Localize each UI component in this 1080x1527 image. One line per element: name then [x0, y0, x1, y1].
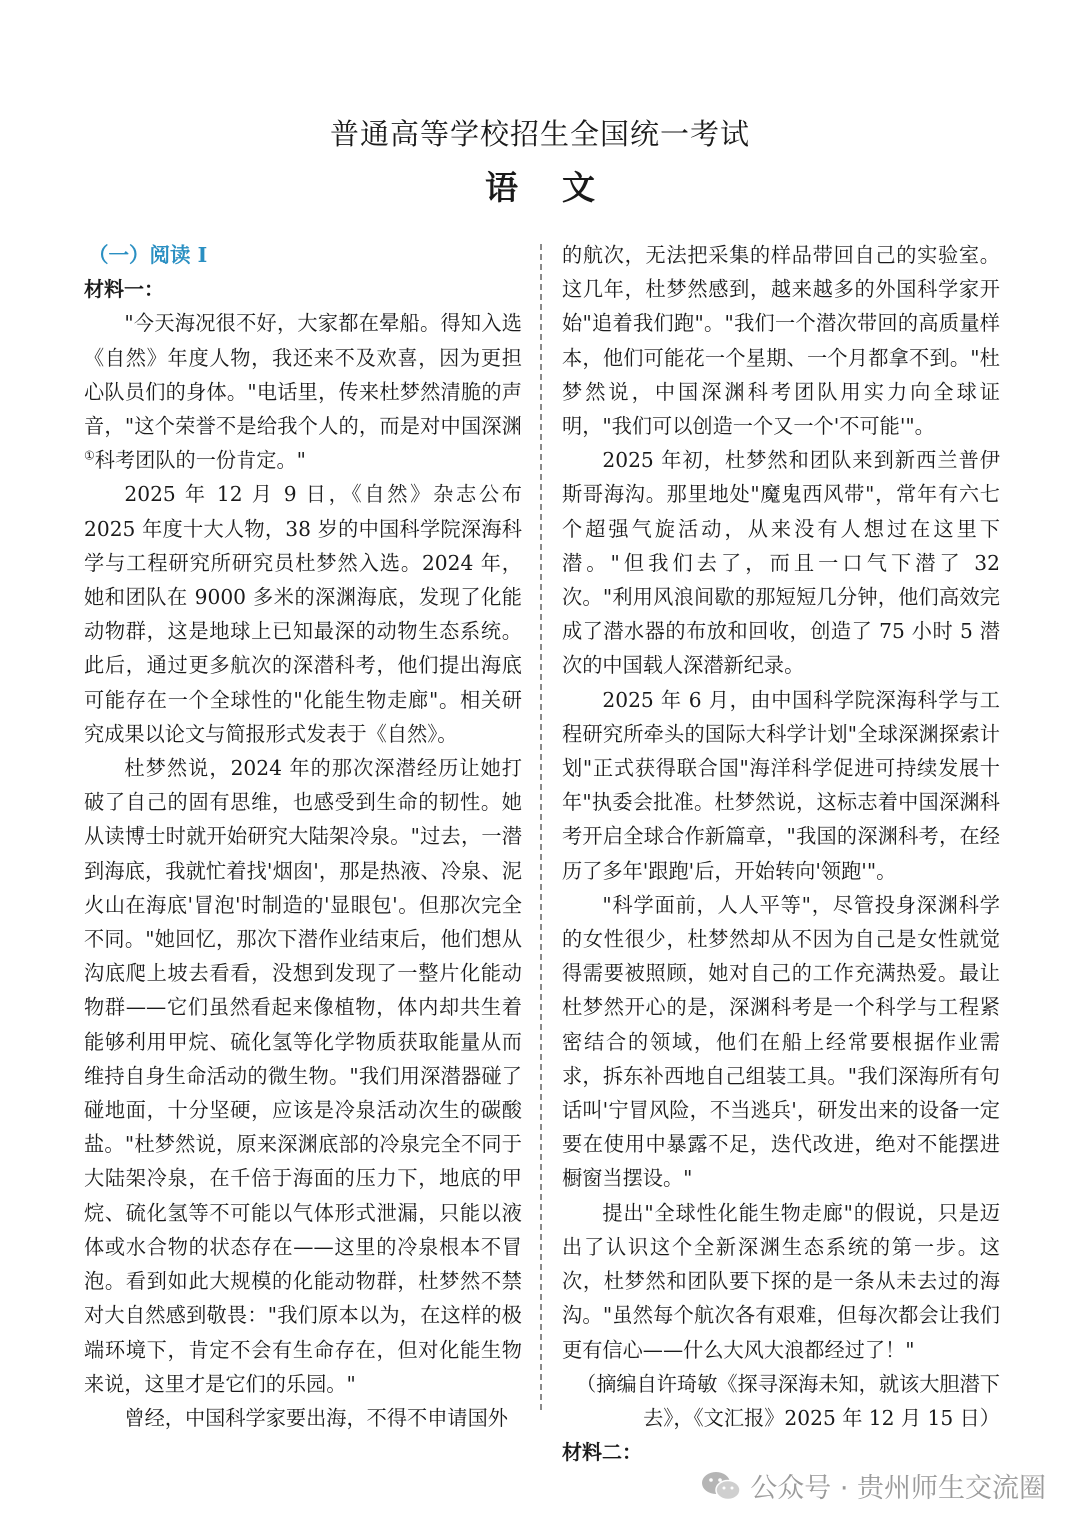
watermark: [700, 1466, 1046, 1505]
paragraph-2: 2025 年 12 月 9 日，《自然》杂志公布 2025 年度十大人物，38 岁的中国科学院深海科学与工程研究所研究员杜梦然入选。2024 年，她和团队在 9000 多米的深渊海底，发现了化能动物群，这是地球上已知最深的动物生态系统。此后，通过更多航次的深潜科考，他们提出海底可能存在一个全球性的"化能生物走廊"。相关研究成果以论文与简报形式发表于《自然》。: [84, 482, 522, 746]
material-two-heading: 材料二：: [562, 1440, 642, 1465]
paragraph-1-text-b: 科考团队的一份肯定。": [94, 448, 306, 473]
column-divider: [540, 244, 542, 1410]
watermark-text: 公众号 · 贵州师生交流圈: [750, 1473, 1046, 1504]
paragraph-3: 杜梦然说，2024 年的那次深潜经历让她打破了自己的固有思维，也感受到生命的韧性。她从读博士时就开始研究大陆架冷泉。"过去，一潜到海底，我就忙着找'烟囱'，那是热液、冷泉、泥火山在海底'冒泡'时制造的'显眼包'。但那次完全不同。"她回忆，那次下潜作业结束后，他们想从沟底爬上坡去看看，没想到发现了一整片化能动物群——它们虽然看起来像植物，体内却共生着能够利用甲烷、硫化氢等化学物质获取能量从而维持自身生命活动的微生物。"我们用深潜器碰了碰地面，十分坚硬，应该是冷泉活动次生的碳酸盐。"杜梦然说，原来深渊底部的冷泉完全不同于大陆架冷泉，在千倍于海面的压力下，地底的甲烷、硫化氢等不可能以气体形式泄漏，只能以液体或水合物的状态存在——这里的冷泉根本不冒泡。看到如此大规模的化能动物群，杜梦然不禁对大自然感到敬畏："我们原本以为，在这样的极端环境下，肯定不会有生命存在，但对化能生物来说，这里才是它们的乐园。": [84, 756, 522, 1396]
subject-title: 语文: [485, 168, 639, 207]
paragraph-7: "科学面前，人人平等"，尽管投身深渊科学的女性很少，杜梦然却从不因为自己是女性就觉得需要被照顾，她对自己的工作充满热爱。最让杜梦然开心的是，深渊科考是一个科学与工程紧密结合的领域，他们在船上经常要根据作业需求，拆东补西地自己组装工具。"我们深海所有句话叫'宁冒风险，不当逃兵'，研发出来的设备一定要在使用中暴露不足，迭代改进，绝对不能摆进橱窗当摆设。": [562, 892, 1000, 1191]
right-column: [562, 238, 1000, 1469]
source-citation: （摘编自许琦敏《探寻深海未知，就该大胆潜下去》，《文汇报》2025 年 12 月 15 日）: [576, 1371, 1000, 1430]
footnote-marker: ①: [84, 448, 95, 463]
paragraph-5: 2025 年初，杜梦然和团队来到新西兰普伊斯哥海沟。那里地处"魔鬼西风带"，常年有六七个超强气旋活动，从来没有人想过在这里下潜。"但我们去了，而且一口气下潜了 32 次。"利用风浪间歇的那短短几分钟，他们高效完成了潜水器的布放和回收，创造了 75 小时 5 潜次的中国载人深潜新纪录。: [562, 448, 1000, 678]
paragraph-6: 2025 年 6 月，由中国科学院深海科学与工程研究所牵头的国际大科学计划"全球深渊探索计划"正式获得联合国"海洋科学促进可持续发展十年"执委会批准。杜梦然说，这标志着中国深渊科考开启全球合作新篇章，"我国的深渊科考，在经历了多年'跟跑'后，开始转向'领跑'"。: [562, 687, 1000, 883]
paragraph-8: 提出"全球性化能生物走廊"的假说，只是迈出了认识这个全新深渊生态系统的第一步。这次，杜梦然和团队要下探的是一条从未去过的海沟。"虽然每个航次各有艰难，但每次都会让我们更有信心——什么大风大浪都经过了！": [562, 1200, 1000, 1362]
paragraph-4-continued: 的航次，无法把采集的样品带回自己的实验室。这几年，杜梦然感到，越来越多的外国科学家开始"追着我们跑"。"我们一个潜次带回的高质量样本，他们可能花一个星期、一个月都拿不到。"杜梦然说，中国深渊科考团队用实力向全球证明，"我们可以创造一个又一个'不可能'"。: [562, 243, 1000, 439]
paragraph-1: [84, 306, 522, 477]
material-one-heading: 材料一：: [84, 277, 164, 302]
paragraph-4-start: 曾经，中国科学家要出海，不得不申请国外: [124, 1405, 508, 1430]
section-heading: （一）阅读 I: [88, 243, 208, 267]
wechat-icon: [700, 1469, 742, 1503]
left-column: [84, 238, 522, 1435]
paragraph-1-text-a: "今天海况很不好，大家都在晕船。得知入选《自然》年度人物，我还来不及欢喜，因为更担心队员们的身体。"电话里，传来杜梦然清脆的声音，"这个荣誉不是给我个人的，而是对中国深渊: [84, 311, 522, 439]
exam-title: 普通高等学校招生全国统一考试: [329, 117, 750, 151]
